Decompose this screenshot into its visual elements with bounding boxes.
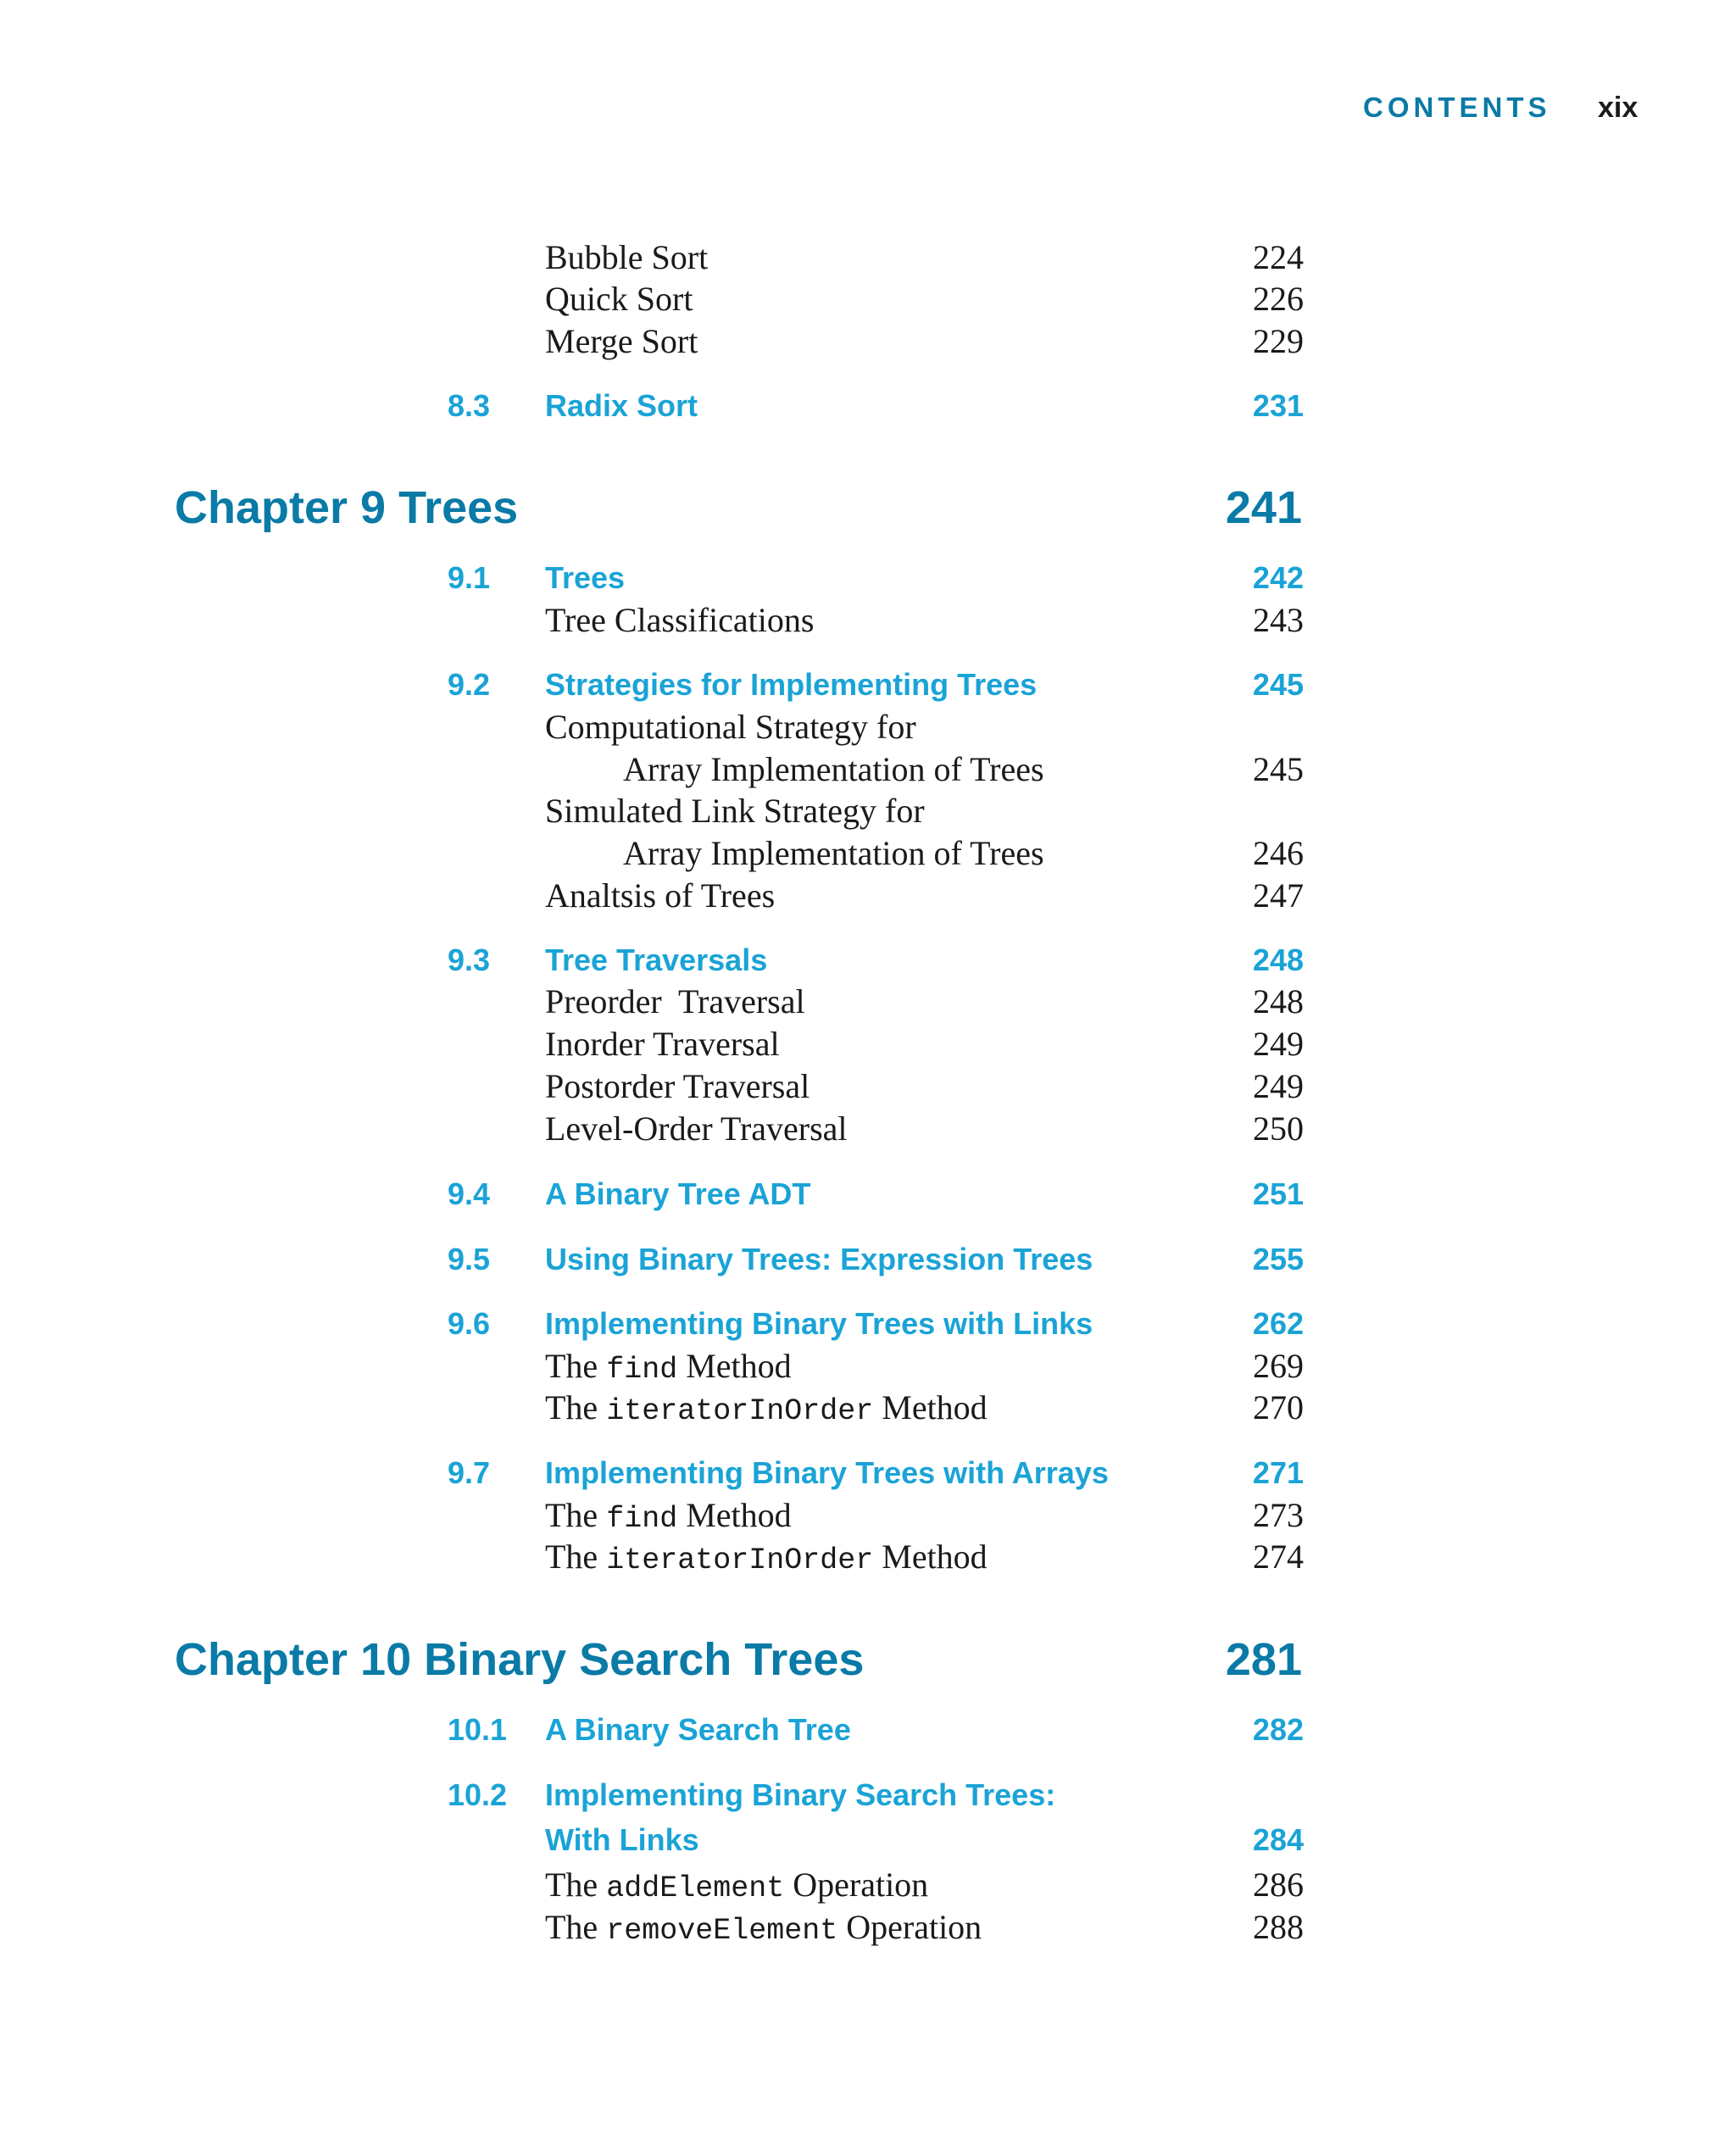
page-number: xix xyxy=(1598,92,1639,124)
section-title: Tree Traversals xyxy=(545,943,768,977)
section-number: 9.7 xyxy=(448,1455,491,1490)
section-title: Implementing Binary Search Trees: xyxy=(545,1777,1056,1812)
entry-page: 243 xyxy=(1253,601,1304,639)
entry-page: 288 xyxy=(1253,1908,1304,1946)
entry-title-suffix: Method xyxy=(873,1388,988,1426)
entry-title-suffix: Method xyxy=(677,1347,792,1385)
entry-page: 247 xyxy=(1253,876,1304,915)
entry-page: 226 xyxy=(1253,280,1304,318)
entry-title xyxy=(545,1346,792,1387)
entry-page: 248 xyxy=(1253,982,1304,1020)
section-number: 9.1 xyxy=(448,560,491,595)
entry-title: Level-Order Traversal xyxy=(545,1109,848,1148)
entry-title: Preorder Traversal xyxy=(545,982,805,1020)
entry-page: 249 xyxy=(1253,1067,1304,1105)
section-number: 9.3 xyxy=(448,943,491,977)
section-title: A Binary Search Tree xyxy=(545,1712,851,1747)
section-page: 251 xyxy=(1252,1176,1304,1211)
entry-title-prefix: The xyxy=(545,1347,607,1385)
section-number: 9.5 xyxy=(448,1242,491,1276)
entry-title: Tree Classifications xyxy=(545,601,815,639)
entry-page: 269 xyxy=(1253,1347,1304,1385)
section-page: 242 xyxy=(1252,560,1304,595)
entry-title: Inorder Traversal xyxy=(545,1025,780,1063)
entry-title: Computational Strategy for xyxy=(545,708,916,746)
section-title: Strategies for Implementing Trees xyxy=(545,667,1038,702)
chapter-page: 241 xyxy=(1225,482,1302,533)
section-number: 8.3 xyxy=(448,388,491,423)
section-page: 255 xyxy=(1252,1242,1304,1276)
section-title: Using Binary Trees: Expression Trees xyxy=(545,1242,1093,1276)
section-page: 245 xyxy=(1252,667,1304,702)
section-page: 271 xyxy=(1252,1455,1304,1490)
entry-page: 249 xyxy=(1253,1025,1304,1063)
section-number: 9.6 xyxy=(448,1306,491,1341)
entry-title-prefix: The xyxy=(545,1538,607,1576)
entry-title-suffix: Method xyxy=(677,1496,792,1534)
section-page: 262 xyxy=(1252,1306,1304,1341)
section-page: 284 xyxy=(1252,1822,1304,1857)
code-identifier: find xyxy=(606,1353,678,1387)
entry-title-prefix: The xyxy=(545,1866,607,1904)
code-identifier: addElement xyxy=(606,1871,785,1905)
section-number: 10.1 xyxy=(448,1712,508,1747)
entry-title-suffix: Operation xyxy=(837,1908,982,1946)
section-number: 9.2 xyxy=(448,667,491,702)
entry-title-prefix: The xyxy=(545,1496,607,1534)
entry-title xyxy=(545,1865,928,1905)
entry-title-suffix: Method xyxy=(873,1538,988,1576)
entry-title xyxy=(545,1387,988,1428)
entry-title: Quick Sort xyxy=(545,280,693,318)
entry-page: 250 xyxy=(1253,1109,1304,1148)
entry-page: 229 xyxy=(1253,322,1304,360)
entry-title-prefix: The xyxy=(545,1908,607,1946)
entry-page: 246 xyxy=(1253,834,1304,872)
entry-title: Simulated Link Strategy for xyxy=(545,792,925,830)
section-page: 231 xyxy=(1252,388,1304,423)
entry-title: Array Implementation of Trees xyxy=(623,750,1044,788)
entry-page: 273 xyxy=(1253,1496,1304,1534)
code-identifier: iteratorInOrder xyxy=(606,1543,874,1577)
chapter-title: Chapter 10 Binary Search Trees xyxy=(175,1634,865,1685)
section-title: Radix Sort xyxy=(545,388,698,423)
section-title: Implementing Binary Trees with Arrays xyxy=(545,1455,1109,1490)
running-head: CONTENTS xyxy=(1363,92,1551,123)
entry-title: Bubble Sort xyxy=(545,238,709,276)
code-identifier: find xyxy=(606,1502,678,1536)
entry-title xyxy=(545,1537,988,1577)
chapter-page: 281 xyxy=(1225,1634,1302,1685)
entry-title: Array Implementation of Trees xyxy=(623,834,1044,872)
entry-title: Merge Sort xyxy=(545,322,698,360)
entry-title-suffix: Operation xyxy=(784,1866,929,1904)
entry-page: 245 xyxy=(1253,750,1304,788)
chapter-title: Chapter 9 Trees xyxy=(175,482,519,533)
entry-page: 286 xyxy=(1253,1866,1304,1904)
section-title: Trees xyxy=(545,560,626,595)
entry-title-prefix: The xyxy=(545,1388,607,1426)
section-title: A Binary Tree ADT xyxy=(545,1176,811,1211)
entry-page: 274 xyxy=(1253,1538,1304,1576)
section-page: 248 xyxy=(1252,943,1304,977)
section-page: 282 xyxy=(1252,1712,1304,1747)
entry-title xyxy=(545,1907,982,1948)
section-title-continued: With Links xyxy=(545,1822,699,1857)
entry-title: Analtsis of Trees xyxy=(545,876,776,915)
section-number: 10.2 xyxy=(448,1777,508,1812)
entry-page: 224 xyxy=(1253,238,1304,276)
entry-title xyxy=(545,1495,792,1536)
section-number: 9.4 xyxy=(448,1176,491,1211)
entry-page: 270 xyxy=(1253,1388,1304,1426)
code-identifier: iteratorInOrder xyxy=(606,1394,874,1428)
code-identifier: removeElement xyxy=(606,1914,838,1948)
section-title: Implementing Binary Trees with Links xyxy=(545,1306,1093,1341)
entry-title: Postorder Traversal xyxy=(545,1067,810,1105)
